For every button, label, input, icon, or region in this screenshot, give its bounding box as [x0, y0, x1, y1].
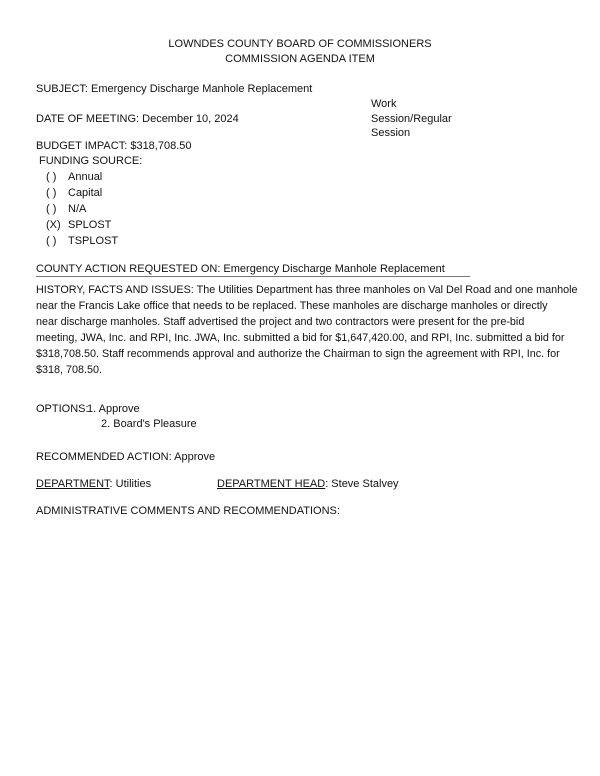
funding-option-na — [46, 201, 86, 217]
history-line: $318,708.50. Staff recommends approval and authorize the Chairman to sign the agreement with RPI, Inc. for — [36, 348, 560, 360]
funding-option-capital — [46, 185, 102, 201]
session-line-1: Work — [371, 98, 397, 110]
session-line-3: Session — [371, 127, 411, 139]
funding-option-annual — [46, 169, 102, 185]
header-title: LOWNDES COUNTY BOARD OF COMMISSIONERS — [168, 38, 432, 50]
history-line: meeting, JWA, Inc. and RPI, Inc. JWA, Inc. submitted a bid for $1,647,420.00, and RPI, Inc. submitted a bid for — [36, 332, 565, 344]
history-line: HISTORY, FACTS AND ISSUES: The Utilities Department has three manholes on Val Del Road and one manhole — [36, 284, 578, 296]
option-item: 1. Approve — [87, 403, 140, 415]
date-of-meeting: DATE OF MEETING: December 10, 2024 — [36, 113, 239, 125]
divider — [36, 276, 470, 277]
checkbox-mark: (X) — [46, 219, 61, 231]
funding-source-label: FUNDING SOURCE: — [39, 155, 143, 167]
option-label: SPLOST — [68, 219, 112, 231]
option-label: Annual — [68, 171, 103, 183]
history-line: near the Francis Lake office that needs to be replaced. These manholes are discharge manholes or directly — [36, 300, 548, 312]
option-label: Capital — [68, 187, 103, 199]
header-subtitle: COMMISSION AGENDA ITEM — [225, 53, 375, 65]
checkbox-mark: ( ) — [46, 203, 57, 215]
department-label: DEPARTMENT — [36, 478, 110, 490]
history-line: near discharge manholes. Staff advertised the project and two contractors were present for the pre-bid — [36, 316, 525, 328]
checkbox-mark: ( ) — [46, 171, 57, 183]
options-label: OPTIONS: — [36, 403, 89, 415]
history-line: $318, 708.50. — [36, 364, 103, 376]
county-action: COUNTY ACTION REQUESTED ON: Emergency Discharge Manhole Replacement — [36, 263, 445, 275]
checkbox-mark: ( ) — [46, 235, 57, 247]
session-line-2: Session/Regular — [371, 113, 452, 125]
department — [36, 476, 151, 492]
department-head — [217, 476, 399, 492]
history-facts-issues — [36, 282, 578, 378]
option-label: TSPLOST — [68, 235, 119, 247]
checkbox-mark: ( ) — [46, 187, 57, 199]
subject: SUBJECT: Emergency Discharge Manhole Replacement — [36, 83, 313, 95]
department-head-label: DEPARTMENT HEAD — [217, 478, 326, 490]
funding-option-tsplost — [46, 233, 118, 249]
administrative-comments: ADMINISTRATIVE COMMENTS AND RECOMMENDATIONS: — [36, 505, 340, 517]
funding-option-splost — [46, 217, 111, 233]
department-head-value: : Steve Stalvey — [325, 478, 399, 490]
option-label: N/A — [68, 203, 87, 215]
option-item: 2. Board's Pleasure — [101, 418, 197, 430]
budget-impact: BUDGET IMPACT: $318,708.50 — [36, 140, 192, 152]
department-value: : Utilities — [109, 478, 152, 490]
recommended-action: RECOMMENDED ACTION: Approve — [36, 451, 216, 463]
